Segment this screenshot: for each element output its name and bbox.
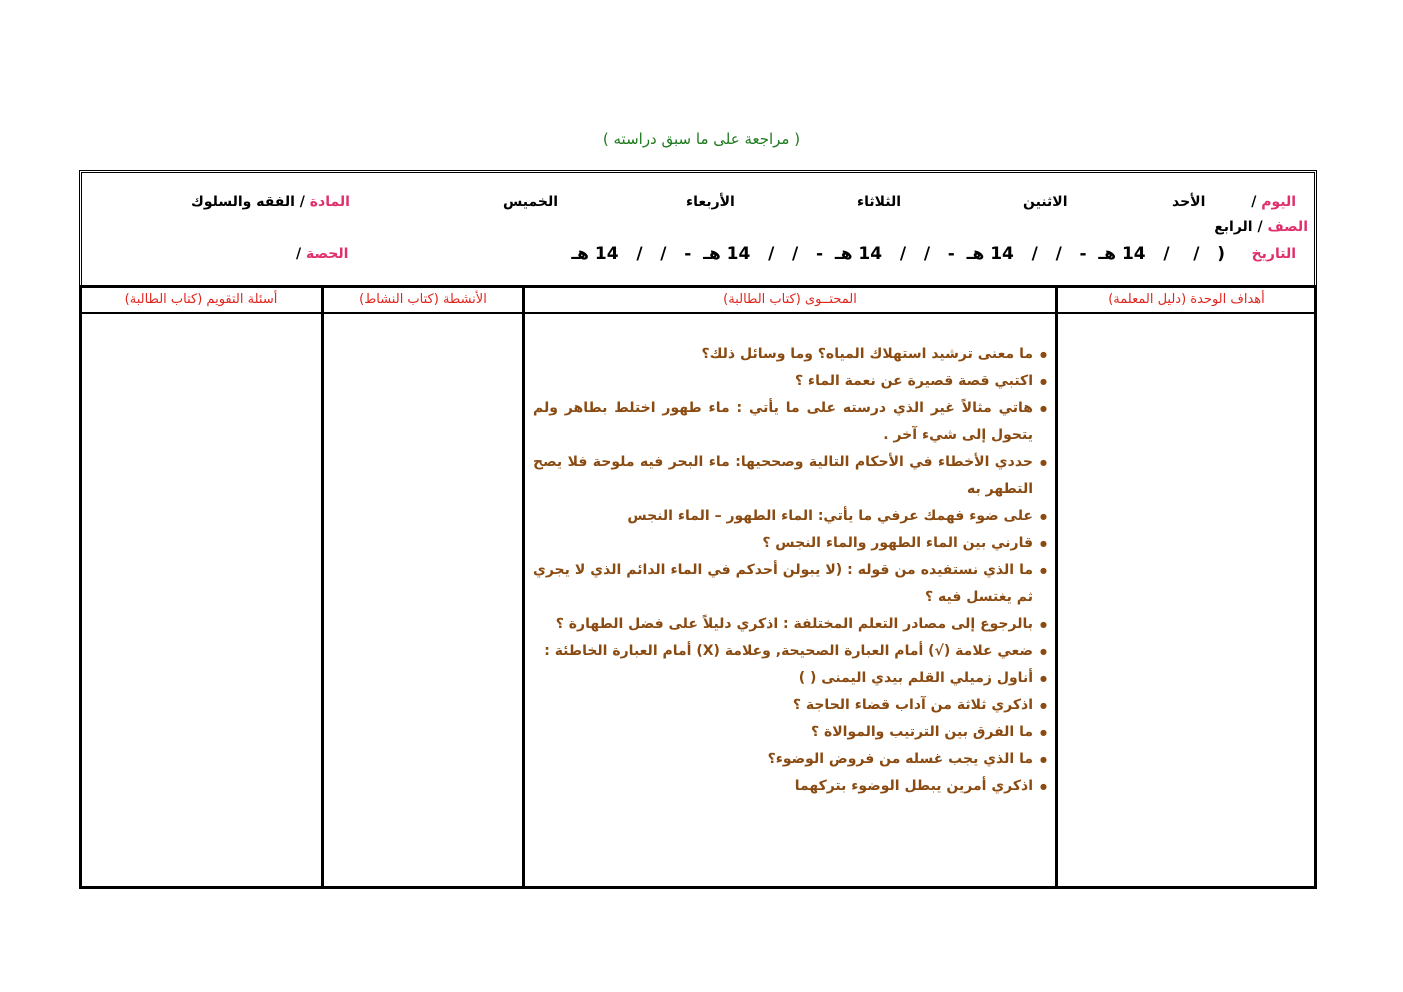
activities-column <box>322 286 524 889</box>
objectives-header: أهداف الوحدة (دليل المعلمة) <box>1058 288 1315 314</box>
day-slash: / <box>1251 194 1257 210</box>
evaluation-column <box>79 286 323 889</box>
evaluation-header: أسئلة التقويم (كتاب الطالبة) <box>81 288 321 314</box>
content-item: ● هاتي مثالاً غير الذي درسته على ما يأتي : ماء طهور اختلط بطاهر ولم يتحول إلى شيء آخر . <box>533 395 1047 449</box>
day-field <box>1251 194 1296 210</box>
date-field <box>1252 246 1296 262</box>
period-field <box>296 246 348 262</box>
day-monday: الاثنين <box>1023 194 1068 210</box>
day-wednesday: الأربعاء <box>686 194 735 210</box>
content-item: ● على ضوء فهمك عرفي ما يأتي: الماء الطهور – الماء النجس <box>533 503 1047 530</box>
day-sunday: الأحد <box>1172 194 1206 210</box>
subject-field <box>191 194 350 210</box>
period-label: الحصة <box>306 246 349 262</box>
date-label: التاريخ <box>1251 246 1296 262</box>
content-item: ● ما الفرق بين الترتيب والموالاة ؟ <box>533 719 1047 746</box>
subject-slash: / <box>299 194 305 210</box>
date-value: ( / / 14 هـ - / / 14 هـ - / / 14 هـ - / / 14 هـ - / / 14 هـ <box>571 244 1225 264</box>
plan-columns <box>79 286 1317 889</box>
day-label: اليوم <box>1261 194 1296 210</box>
content-list <box>533 341 1047 800</box>
period-slash: / <box>296 246 302 262</box>
page-title: ( مراجعة على ما سبق دراسته ) <box>602 130 801 148</box>
day-tuesday: الثلاثاء <box>857 194 902 210</box>
class-label: الصف <box>1267 219 1308 235</box>
class-slash: / <box>1257 219 1263 235</box>
subject-value: الفقه والسلوك <box>191 194 295 210</box>
content-item: ● ما الذي نستفيده من قوله : (لا يبولن أحدكم في الماء الدائم الذي لا يجري ثم يغتسل فيه ؟ <box>533 557 1047 611</box>
content-item: ● ما الذي يجب غسله من فروض الوضوء؟ <box>533 746 1047 773</box>
class-value: الرابع <box>1214 219 1253 235</box>
activities-header: الأنشطة (كتاب النشاط) <box>324 288 522 314</box>
day-thursday: الخميس <box>503 194 559 210</box>
content-item: ● بالرجوع إلى مصادر التعلم المختلفة : اذكري دليلاً على فضل الطهارة ؟ <box>533 611 1047 638</box>
content-item: ● اذكري أمرين يبطل الوضوء بتركهما <box>533 773 1047 800</box>
content-column <box>523 286 1057 889</box>
content-item: ● ضعي علامة (√) أمام العبارة الصحيحة, وعلامة (X) أمام العبارة الخاطئة : <box>533 638 1047 665</box>
content-item: ● اذكري ثلاثة من آداب قضاء الحاجة ؟ <box>533 692 1047 719</box>
content-item: ● حددي الأخطاء في الأحكام التالية وصححيها: ماء البحر فيه ملوحة فلا يصح التطهر به <box>533 449 1047 503</box>
subject-label: المادة <box>309 194 350 210</box>
content-item: ● قارني بين الماء الطهور والماء النجس ؟ <box>533 530 1047 557</box>
content-item: ● اكتبي قصة قصيرة عن نعمة الماء ؟ <box>533 368 1047 395</box>
content-header: المحتــوى (كتاب الطالبة) <box>525 288 1055 314</box>
content-item: ● ما معنى ترشيد استهلاك المياه؟ وما وسائل ذلك؟ <box>533 341 1047 368</box>
class-field <box>1214 219 1308 235</box>
objectives-column <box>1056 286 1317 889</box>
content-item: ● أناول زميلي القلم بيدي اليمنى ( ) <box>533 665 1047 692</box>
lesson-header <box>79 170 1317 286</box>
